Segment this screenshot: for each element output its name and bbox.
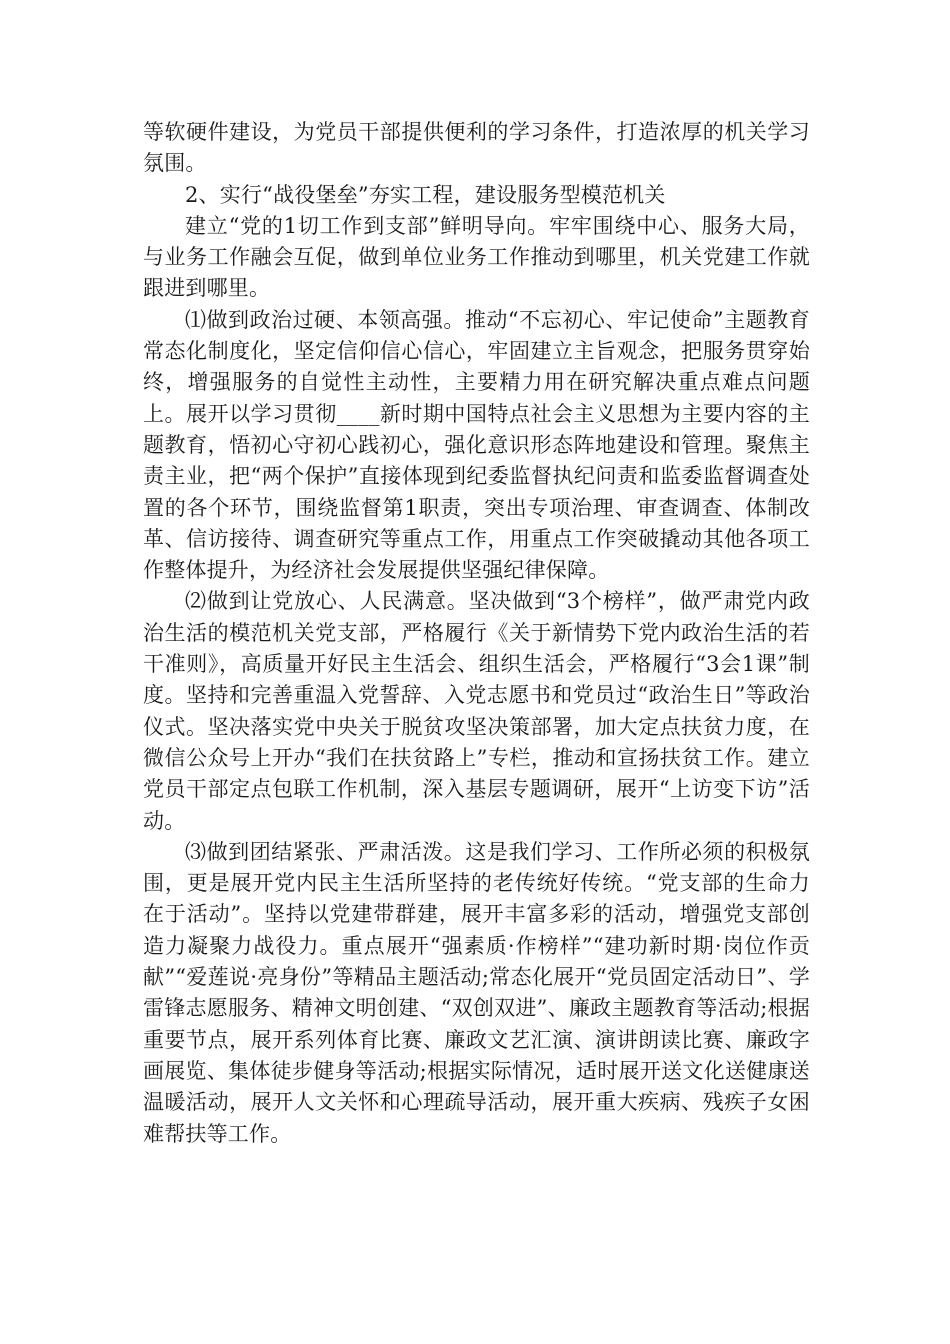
section-heading-2: 2、实行“战役堡垒”夯实工程，建设服务型模范机关: [185, 182, 666, 207]
paragraph-guidance: 建立“党的1切工作到支部”鲜明导向。牢牢围绕中心、服务大局，与业务工作融会互促，做到单位业务工作推动到哪里，机关党建工作就跟进到哪里。: [143, 213, 810, 301]
paragraph-item-2: ⑵做到让党放心、人民满意。坚决做到“3个榜样”，做严肃党内政治生活的模范机关党支部，严格履行《关于新情势下党内政治生活的若干准则》，高质量开好民主生活会、组织生活会，严格履行“3会1课”制度。坚持和完善重温入党誓辞、入党志愿书和党员过“政治生日”等政治仪式。坚决落实党中央关于脱贫攻坚决策部署，加大定点扶贫力度，在微信公众号上开办“我们在扶贫路上”专栏，推动和宣扬扶贫工作。建立党员干部定点包联工作机制，深入基层专题调研，展开“上访变下访”活动。: [143, 589, 810, 833]
document-page: [143, 117, 810, 1150]
paragraph-item-1: ⑴做到政治过硬、本领高强。推动“不忘初心、牢记使命”主题教育常态化制度化，坚定信仰信心信心，牢固建立主旨观念，把服务贯穿始终，增强服务的自觉性主动性，主要精力用在研究解决重点难点问题上。展开以学习贯彻____新时期中国特点社会主义思想为主要内容的主题教育，悟初心守初心践初心，强化意识形态阵地建设和管理。聚焦主责主业，把“两个保护”直接体现到纪委监督执纪问责和监委监督调查处置的各个环节，围绕监督第1职责，突出专项治理、审查调查、体制改革、信访接待、调查研究等重点工作，用重点工作突破撬动其他各项工作整体提升，为经济社会发展提供坚强纪律保障。: [143, 307, 810, 583]
paragraph-item-3: ⑶做到团结紧张、严肃活泼。这是我们学习、工作所必须的积极氛围，更是展开党内民主生活所坚持的老传统好传统。“党支部的生命力在于活动”。坚持以党建带群建，展开丰富多彩的活动，增强党支部创造力凝聚力战役力。重点展开“强素质·作榜样”“建功新时期·岗位作贡献”“爱莲说·亮身份”等精品主题活动;常态化展开“党员固定活动日”、学雷锋志愿服务、精神文明创建、“双创双进”、廉政主题教育等活动;根据重要节点，展开系列体育比赛、廉政文艺汇演、演讲朗读比赛、廉政字画展览、集体徒步健身等活动;根据实际情况，适时展开送文化送健康送温暖活动，展开人文关怀和心理疏导活动，展开重大疾病、残疾子女困难帮扶等工作。: [143, 839, 810, 1146]
paragraph-study-atmosphere: 等软硬件建设，为党员干部提供便利的学习条件，打造浓厚的机关学习氛围。: [143, 120, 810, 176]
